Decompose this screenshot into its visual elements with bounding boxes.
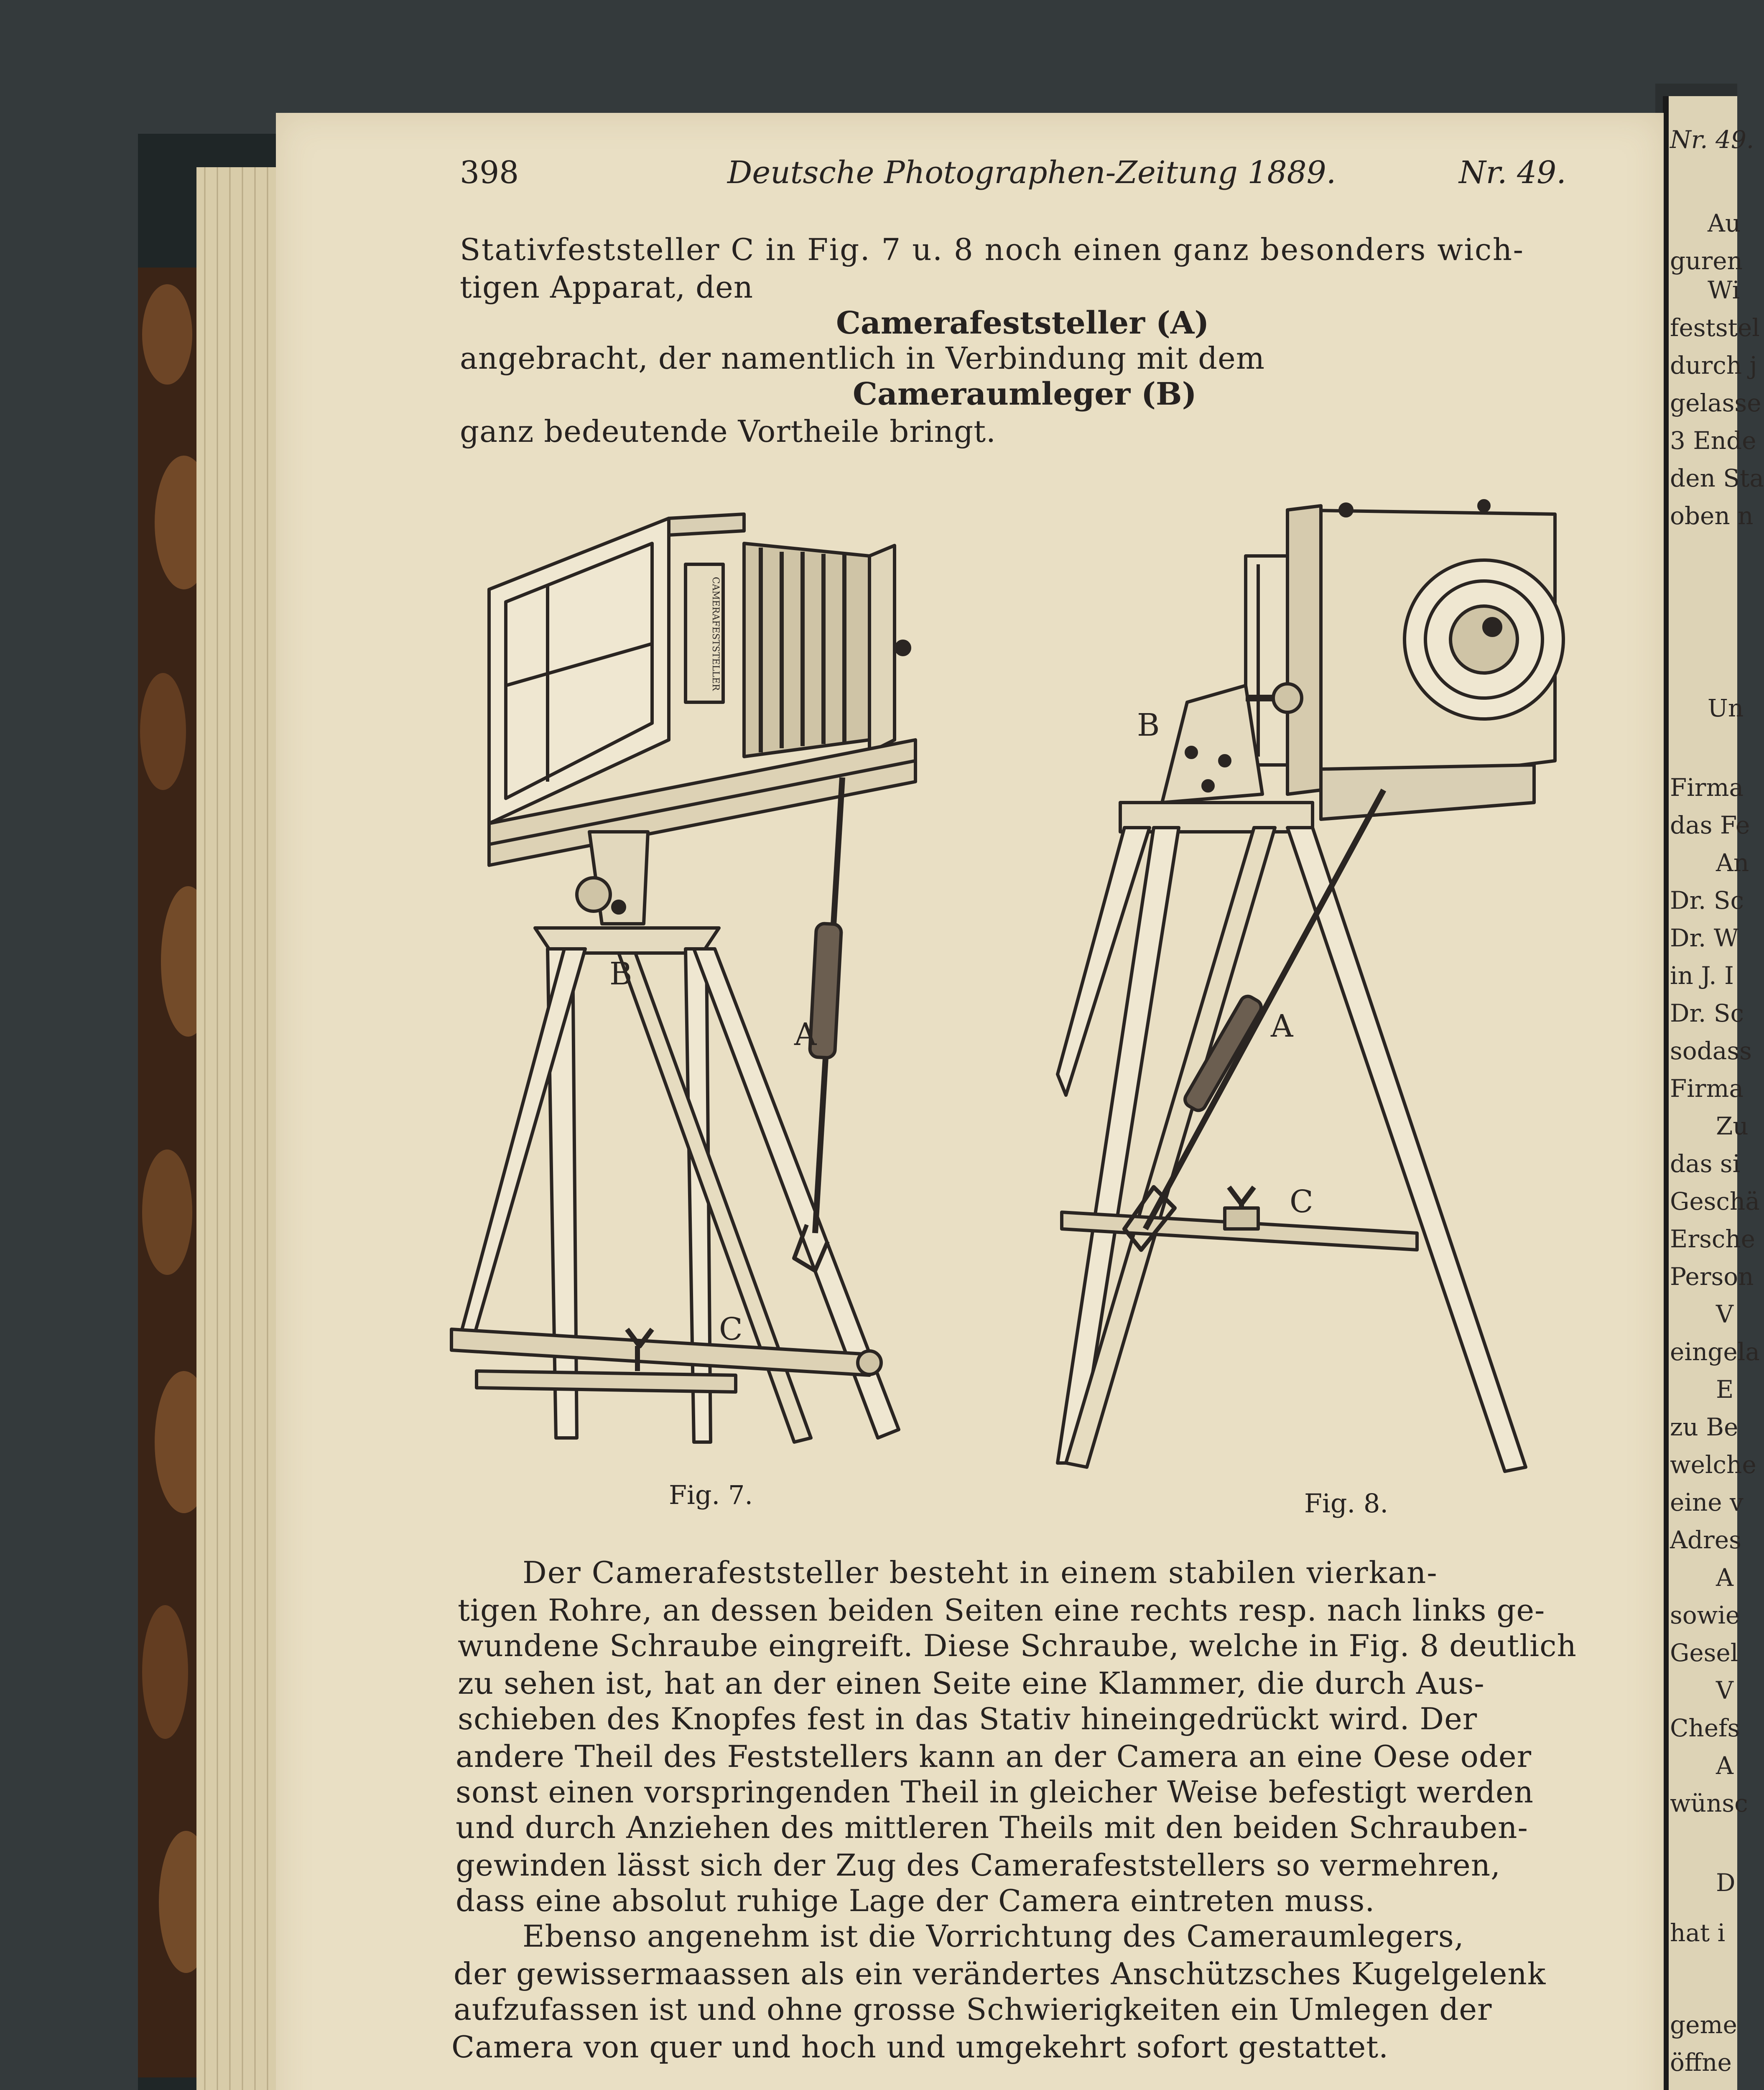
heading-cameraumleger: Cameraumleger (B) bbox=[853, 376, 1197, 412]
p2-line: aufzufassen ist und ohne grosse Schwierigkeiten ein Umlegen der bbox=[454, 1992, 1492, 2027]
edge-text: in J. I bbox=[1670, 961, 1734, 990]
edge-text: 3 Ende bbox=[1670, 426, 1756, 455]
edge-text: guren bbox=[1670, 247, 1743, 275]
edge-text: Gesel bbox=[1670, 1639, 1739, 1667]
edge-text: durch j bbox=[1670, 351, 1757, 380]
edge-text: gelasse bbox=[1670, 389, 1761, 417]
intro-line-3: angebracht, der namentlich in Verbindung mit dem bbox=[460, 341, 1265, 376]
edge-text: öffne bbox=[1670, 2048, 1732, 2077]
p1-line: Der Camerafeststeller besteht in einem stabilen vierkan- bbox=[523, 1555, 1438, 1590]
edge-text: A bbox=[1716, 1751, 1733, 1780]
edge-text: Geschä bbox=[1670, 1187, 1760, 1216]
edge-text: E bbox=[1716, 1375, 1734, 1404]
intro-line-1: Stativfeststeller C in Fig. 7 u. 8 noch einen ganz besonders wich- bbox=[460, 232, 1524, 267]
figure-7-camera-on-tripod bbox=[451, 506, 978, 1509]
edge-text: Nr. 49. bbox=[1670, 125, 1754, 154]
figure-8-caption: Fig. 8. bbox=[1304, 1488, 1389, 1519]
fig8-label-a: A bbox=[1271, 1008, 1293, 1044]
fig7-label-c: C bbox=[719, 1311, 743, 1347]
edge-text: geme bbox=[1670, 2011, 1737, 2039]
edge-text: den Sta bbox=[1670, 464, 1764, 492]
facing-page-fragment bbox=[1670, 100, 1764, 2090]
figure-8-camera-on-tripod bbox=[1053, 502, 1563, 1513]
edge-text: D bbox=[1716, 1868, 1736, 1897]
p2-line: der gewissermaassen als ein verändertes Anschützsches Kugelgelenk bbox=[454, 1956, 1546, 1991]
edge-text: Chefs bbox=[1670, 1714, 1740, 1742]
p1-line: wundene Schraube eingreift. Diese Schraube, welche in Fig. 8 deutlich bbox=[458, 1628, 1577, 1663]
edge-text: Adres bbox=[1670, 1526, 1741, 1554]
fig7-label-b: B bbox=[609, 956, 632, 992]
edge-text: hat i bbox=[1670, 1919, 1726, 1947]
edge-text: eine v bbox=[1670, 1488, 1744, 1517]
edge-text: sowie bbox=[1670, 1601, 1740, 1629]
edge-text: Zu bbox=[1716, 1112, 1749, 1140]
intro-line-4: ganz bedeutende Vortheile bringt. bbox=[460, 414, 996, 449]
edge-text: Wi bbox=[1708, 276, 1740, 304]
edge-text: das si bbox=[1670, 1150, 1741, 1178]
edge-text: oben n bbox=[1670, 502, 1754, 530]
fig7-nameplate-text: CAMERAFESTSTELLER bbox=[710, 577, 721, 691]
edge-text: Dr. W bbox=[1670, 924, 1739, 952]
p2-line: Camera von quer und hoch und umgekehrt sofort gestattet. bbox=[451, 2029, 1389, 2065]
p2-line: Ebenso angenehm ist die Vorrichtung des Cameraumlegers, bbox=[523, 1919, 1464, 1954]
p1-line: tigen Rohre, an dessen beiden Seiten eine rechts resp. nach links ge- bbox=[458, 1593, 1545, 1628]
p1-line: gewinden lässt sich der Zug des Camerafeststellers so vermehren, bbox=[456, 1848, 1501, 1883]
fig7-label-a: A bbox=[794, 1017, 817, 1053]
edge-text: Person bbox=[1670, 1262, 1754, 1291]
edge-text: welche bbox=[1670, 1450, 1756, 1479]
figure-7-caption: Fig. 7. bbox=[669, 1480, 753, 1510]
edge-text: Dr. Sc bbox=[1670, 886, 1744, 915]
edge-text: V bbox=[1716, 1300, 1733, 1328]
fig8-label-b: B bbox=[1137, 707, 1160, 743]
edge-text: Dr. Sc bbox=[1670, 999, 1744, 1027]
edge-text: Firma bbox=[1670, 773, 1744, 802]
fig8-label-c: C bbox=[1290, 1184, 1313, 1220]
page-number: 398 bbox=[460, 155, 519, 191]
edge-text: Ersche bbox=[1670, 1225, 1755, 1253]
edge-text: V bbox=[1716, 1676, 1733, 1705]
edge-text: eingela bbox=[1670, 1338, 1760, 1366]
edge-text: An bbox=[1716, 849, 1749, 877]
journal-title: Deutsche Photographen-Zeitung 1889. bbox=[727, 155, 1336, 191]
edge-text: Un bbox=[1708, 694, 1744, 722]
edge-text: sodass bbox=[1670, 1037, 1752, 1065]
p1-line: dass eine absolut ruhige Lage der Camera eintreten muss. bbox=[456, 1883, 1375, 1918]
p1-line: sonst einen vorspringenden Theil in gleicher Weise befestigt werden bbox=[456, 1774, 1534, 1810]
intro-line-2: tigen Apparat, den bbox=[460, 270, 754, 305]
edge-text: Firma bbox=[1670, 1074, 1744, 1103]
edge-text: wünsc bbox=[1670, 1789, 1748, 1817]
p1-line: schieben des Knopfes fest in das Stativ hineingedrückt wird. Der bbox=[458, 1701, 1478, 1736]
edge-text: A bbox=[1716, 1563, 1733, 1592]
p1-line: zu sehen ist, hat an der einen Seite eine Klammer, die durch Aus- bbox=[458, 1666, 1485, 1701]
edge-text: das Fe bbox=[1670, 811, 1750, 839]
issue-number: Nr. 49. bbox=[1459, 155, 1566, 191]
edge-text: feststel bbox=[1670, 314, 1760, 342]
edge-text: zu Be bbox=[1670, 1413, 1739, 1441]
edge-text: Au bbox=[1708, 209, 1741, 237]
p1-line: und durch Anziehen des mittleren Theils mit den beiden Schrauben- bbox=[456, 1810, 1528, 1845]
heading-camerafeststeller: Camerafeststeller (A) bbox=[836, 305, 1209, 341]
p1-line: andere Theil des Feststellers kann an der Camera an eine Oese oder bbox=[456, 1739, 1532, 1774]
